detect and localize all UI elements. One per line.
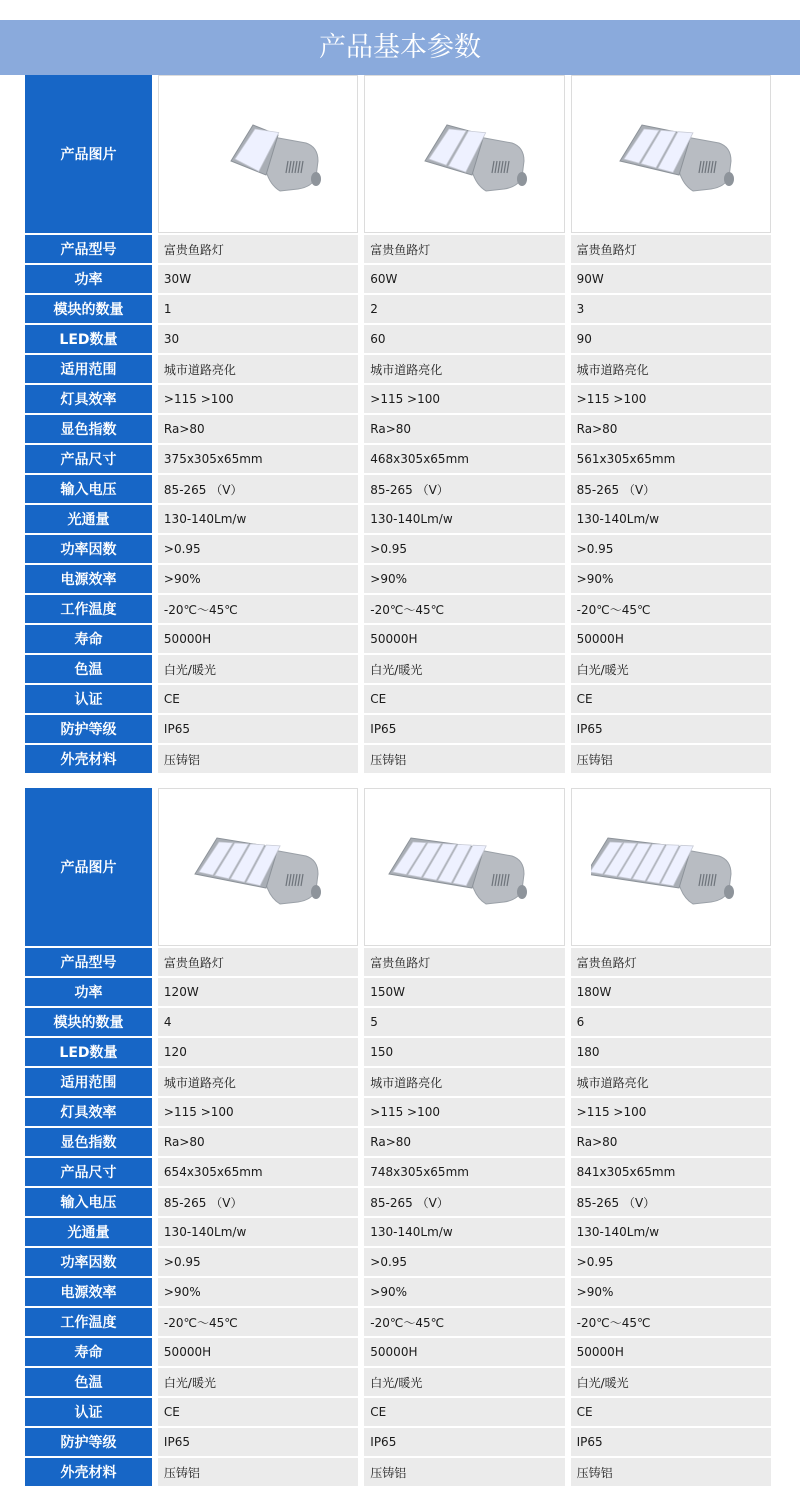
- spec-value: IP65: [364, 1428, 564, 1456]
- row-label: 功率因数: [25, 535, 152, 563]
- spec-value: >0.95: [571, 535, 771, 563]
- spec-value: 30W: [158, 265, 358, 293]
- row-label: 适用范围: [25, 1068, 152, 1096]
- spec-value: -20℃～45℃: [364, 595, 564, 623]
- spec-value: 白光/暖光: [364, 1368, 564, 1396]
- row-label: 产品型号: [25, 235, 152, 263]
- spec-value: >115 >100: [158, 1098, 358, 1126]
- spec-row: [25, 355, 771, 383]
- spec-value: 压铸铝: [571, 1458, 771, 1486]
- spec-row: [25, 948, 771, 976]
- row-label: 适用范围: [25, 355, 152, 383]
- row-label: 产品图片: [25, 788, 152, 946]
- spec-value: Ra>80: [364, 1128, 564, 1156]
- spec-value: 130-140Lm/w: [158, 1218, 358, 1246]
- spec-row: [25, 385, 771, 413]
- spec-row: [25, 265, 771, 293]
- spec-value: CE: [571, 1398, 771, 1426]
- spec-value: >0.95: [158, 1248, 358, 1276]
- spec-value: >90%: [364, 565, 564, 593]
- spec-value: >0.95: [364, 535, 564, 563]
- spec-value: >90%: [158, 1278, 358, 1306]
- street-lamp-icon: [591, 99, 751, 209]
- spec-row: [25, 415, 771, 443]
- spec-row: [25, 1398, 771, 1426]
- spec-value: 白光/暖光: [158, 1368, 358, 1396]
- spec-row: [25, 535, 771, 563]
- spec-value: 120W: [158, 978, 358, 1006]
- spec-value: 城市道路亮化: [158, 1068, 358, 1096]
- spec-value: CE: [571, 685, 771, 713]
- page-title-banner: [0, 20, 800, 75]
- spec-value: 城市道路亮化: [158, 355, 358, 383]
- spec-value: 85-265 （V）: [364, 1188, 564, 1216]
- street-lamp-icon: [384, 99, 544, 209]
- row-label: 外壳材料: [25, 1458, 152, 1486]
- spec-value: 城市道路亮化: [571, 1068, 771, 1096]
- spec-row: [25, 625, 771, 653]
- row-label: 功率: [25, 978, 152, 1006]
- spec-row: [25, 1458, 771, 1486]
- spec-value: 50000H: [158, 625, 358, 653]
- spec-row: [25, 595, 771, 623]
- spec-value: 富贵鱼路灯: [158, 948, 358, 976]
- spec-row: [25, 1038, 771, 1066]
- spec-row: [25, 565, 771, 593]
- spec-value: 压铸铝: [364, 745, 564, 773]
- row-label: 认证: [25, 1398, 152, 1426]
- spec-value: >90%: [571, 1278, 771, 1306]
- spec-value: 白光/暖光: [571, 1368, 771, 1396]
- row-label: 产品尺寸: [25, 1158, 152, 1186]
- spec-value: >115 >100: [364, 385, 564, 413]
- spec-row: [25, 1128, 771, 1156]
- spec-row: [25, 978, 771, 1006]
- spec-row: [25, 715, 771, 743]
- row-label: LED数量: [25, 325, 152, 353]
- spec-value: 85-265 （V）: [571, 475, 771, 503]
- row-label: 显色指数: [25, 1128, 152, 1156]
- product-image: [364, 75, 564, 233]
- row-label: 光通量: [25, 505, 152, 533]
- row-label: 模块的数量: [25, 295, 152, 323]
- row-label: 防护等级: [25, 715, 152, 743]
- spec-value: 富贵鱼路灯: [571, 948, 771, 976]
- street-lamp-icon: [178, 812, 338, 922]
- spec-value: 5: [364, 1008, 564, 1036]
- spec-row: [25, 1008, 771, 1036]
- spec-value: 50000H: [364, 625, 564, 653]
- spec-row: [25, 1098, 771, 1126]
- street-lamp-icon: [591, 812, 751, 922]
- spec-value: 4: [158, 1008, 358, 1036]
- spec-value: IP65: [158, 715, 358, 743]
- spec-value: 富贵鱼路灯: [364, 948, 564, 976]
- spec-value: 60: [364, 325, 564, 353]
- street-lamp-icon: [384, 812, 544, 922]
- spec-value: Ra>80: [158, 415, 358, 443]
- spec-row: [25, 235, 771, 263]
- spec-value: 150: [364, 1038, 564, 1066]
- spec-value: 白光/暖光: [571, 655, 771, 683]
- spec-value: 130-140Lm/w: [158, 505, 358, 533]
- row-label: 色温: [25, 655, 152, 683]
- spec-value: >0.95: [158, 535, 358, 563]
- spec-value: CE: [158, 1398, 358, 1426]
- spec-value: -20℃～45℃: [571, 1308, 771, 1336]
- spec-value: 130-140Lm/w: [571, 1218, 771, 1246]
- product-image-row: [25, 788, 771, 946]
- spec-value: 富贵鱼路灯: [364, 235, 564, 263]
- row-label: 输入电压: [25, 1188, 152, 1216]
- spec-table-1: [25, 75, 771, 773]
- spec-value: 180: [571, 1038, 771, 1066]
- spec-value: 85-265 （V）: [571, 1188, 771, 1216]
- row-label: 灯具效率: [25, 385, 152, 413]
- spec-table-2: [25, 788, 771, 1486]
- row-label: 工作温度: [25, 1308, 152, 1336]
- spec-value: 6: [571, 1008, 771, 1036]
- spec-value: 85-265 （V）: [158, 475, 358, 503]
- row-label: 产品图片: [25, 75, 152, 233]
- spec-value: 3: [571, 295, 771, 323]
- row-label: 防护等级: [25, 1428, 152, 1456]
- spec-row: [25, 1188, 771, 1216]
- spec-value: 1: [158, 295, 358, 323]
- spec-value: 120: [158, 1038, 358, 1066]
- spec-row: [25, 1308, 771, 1336]
- spec-value: CE: [364, 1398, 564, 1426]
- spec-value: 60W: [364, 265, 564, 293]
- spec-row: [25, 1368, 771, 1396]
- spec-value: 468x305x65mm: [364, 445, 564, 473]
- row-label: 认证: [25, 685, 152, 713]
- spec-value: 城市道路亮化: [571, 355, 771, 383]
- spec-value: 150W: [364, 978, 564, 1006]
- row-label: 寿命: [25, 625, 152, 653]
- spec-row: [25, 1068, 771, 1096]
- spec-value: CE: [364, 685, 564, 713]
- row-label: 功率因数: [25, 1248, 152, 1276]
- row-label: 灯具效率: [25, 1098, 152, 1126]
- spec-value: 2: [364, 295, 564, 323]
- spec-row: [25, 1278, 771, 1306]
- spec-value: 180W: [571, 978, 771, 1006]
- row-label: 模块的数量: [25, 1008, 152, 1036]
- spec-value: 375x305x65mm: [158, 445, 358, 473]
- spec-value: 90W: [571, 265, 771, 293]
- spec-value: 85-265 （V）: [158, 1188, 358, 1216]
- spec-value: -20℃～45℃: [571, 595, 771, 623]
- spec-value: >0.95: [571, 1248, 771, 1276]
- spec-value: 压铸铝: [158, 1458, 358, 1486]
- spec-value: Ra>80: [364, 415, 564, 443]
- spec-row: [25, 745, 771, 773]
- spec-row: [25, 505, 771, 533]
- spec-row: [25, 1218, 771, 1246]
- spec-value: >90%: [571, 565, 771, 593]
- spec-value: 压铸铝: [571, 745, 771, 773]
- row-label: 电源效率: [25, 1278, 152, 1306]
- spec-value: 30: [158, 325, 358, 353]
- row-label: 产品尺寸: [25, 445, 152, 473]
- spec-value: 白光/暖光: [158, 655, 358, 683]
- spec-value: 城市道路亮化: [364, 1068, 564, 1096]
- row-label: 电源效率: [25, 565, 152, 593]
- row-label: 输入电压: [25, 475, 152, 503]
- spec-value: 压铸铝: [158, 745, 358, 773]
- spec-row: [25, 685, 771, 713]
- spec-value: Ra>80: [571, 1128, 771, 1156]
- row-label: 功率: [25, 265, 152, 293]
- spec-value: 130-140Lm/w: [571, 505, 771, 533]
- row-label: 寿命: [25, 1338, 152, 1366]
- spec-value: 654x305x65mm: [158, 1158, 358, 1186]
- product-image: [364, 788, 564, 946]
- row-label: 显色指数: [25, 415, 152, 443]
- spec-value: 白光/暖光: [364, 655, 564, 683]
- street-lamp-icon: [178, 99, 338, 209]
- spec-value: IP65: [571, 715, 771, 743]
- spec-row: [25, 1428, 771, 1456]
- spec-row: [25, 475, 771, 503]
- spec-row: [25, 325, 771, 353]
- spec-value: 富贵鱼路灯: [158, 235, 358, 263]
- spec-value: 城市道路亮化: [364, 355, 564, 383]
- spec-value: 50000H: [364, 1338, 564, 1366]
- row-label: 外壳材料: [25, 745, 152, 773]
- spec-value: IP65: [158, 1428, 358, 1456]
- product-image: [158, 75, 358, 233]
- spec-value: Ra>80: [571, 415, 771, 443]
- spec-value: >115 >100: [571, 385, 771, 413]
- spec-value: 130-140Lm/w: [364, 505, 564, 533]
- spec-row: [25, 655, 771, 683]
- spec-value: -20℃～45℃: [158, 595, 358, 623]
- spec-value: 压铸铝: [364, 1458, 564, 1486]
- spec-value: >90%: [364, 1278, 564, 1306]
- page-title: 产品基本参数: [319, 32, 481, 63]
- spec-row: [25, 295, 771, 323]
- spec-value: 50000H: [571, 625, 771, 653]
- product-image-row: [25, 75, 771, 233]
- spec-value: 富贵鱼路灯: [571, 235, 771, 263]
- spec-value: IP65: [364, 715, 564, 743]
- spec-row: [25, 1338, 771, 1366]
- spec-value: Ra>80: [158, 1128, 358, 1156]
- spec-row: [25, 1158, 771, 1186]
- product-image: [571, 75, 771, 233]
- spec-value: >115 >100: [364, 1098, 564, 1126]
- row-label: 色温: [25, 1368, 152, 1396]
- row-label: 产品型号: [25, 948, 152, 976]
- spec-value: IP65: [571, 1428, 771, 1456]
- spec-value: >0.95: [364, 1248, 564, 1276]
- spec-row: [25, 445, 771, 473]
- spec-value: CE: [158, 685, 358, 713]
- row-label: LED数量: [25, 1038, 152, 1066]
- spec-value: 85-265 （V）: [364, 475, 564, 503]
- row-label: 工作温度: [25, 595, 152, 623]
- spec-value: 561x305x65mm: [571, 445, 771, 473]
- spec-value: >115 >100: [158, 385, 358, 413]
- spec-value: >90%: [158, 565, 358, 593]
- spec-value: 90: [571, 325, 771, 353]
- product-image: [158, 788, 358, 946]
- spec-value: 130-140Lm/w: [364, 1218, 564, 1246]
- spec-value: 748x305x65mm: [364, 1158, 564, 1186]
- spec-row: [25, 1248, 771, 1276]
- spec-value: >115 >100: [571, 1098, 771, 1126]
- row-label: 光通量: [25, 1218, 152, 1246]
- spec-value: -20℃～45℃: [364, 1308, 564, 1336]
- spec-value: 50000H: [571, 1338, 771, 1366]
- product-image: [571, 788, 771, 946]
- spec-value: 841x305x65mm: [571, 1158, 771, 1186]
- spec-value: 50000H: [158, 1338, 358, 1366]
- spec-value: -20℃～45℃: [158, 1308, 358, 1336]
